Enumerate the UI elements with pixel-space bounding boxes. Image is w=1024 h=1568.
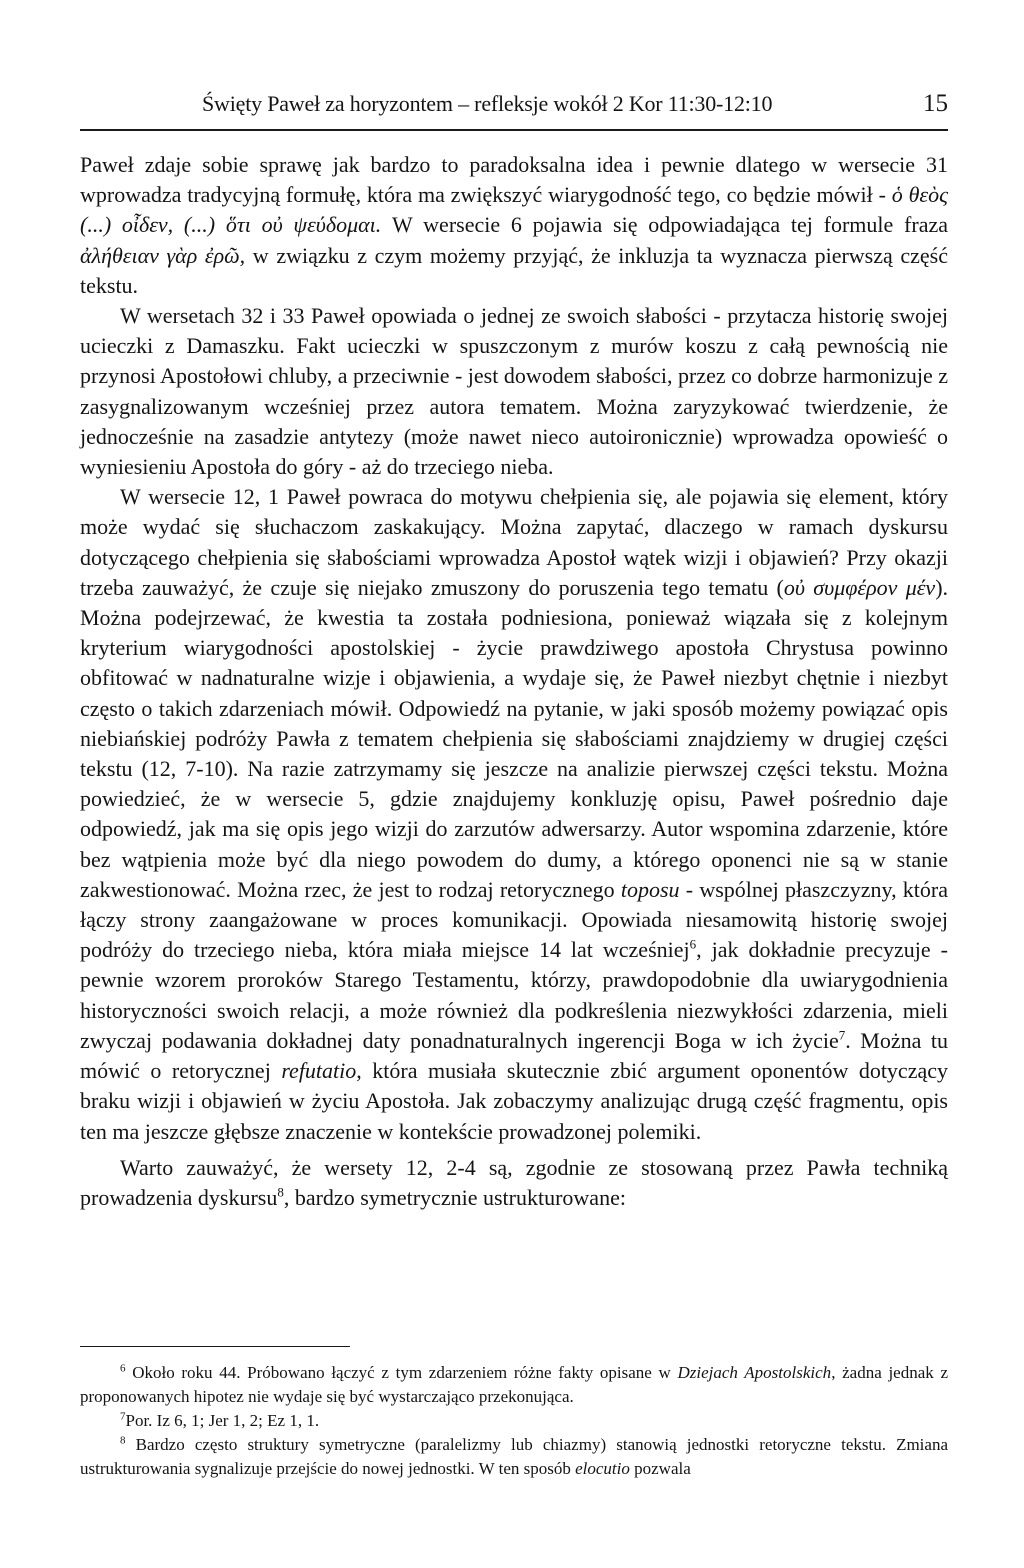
text-run: Około roku 44. Próbowano łączyć z tym zdarzeniem różne fakty opisane w	[125, 1363, 678, 1382]
text-run: - wspólnej płaszczyzny, która łączy strony zaangażowane w proces komunikacji. Opowiada niesamowitą historię swojej podróży do trzeciego nieba, która miała miejsce 14 lat wcześniej	[80, 876, 948, 963]
greek-quote: ἀλήθειαν γὰρ ἐρῶ,	[80, 242, 246, 268]
footnote-8	[80, 1433, 948, 1481]
main-text	[80, 150, 948, 1213]
paragraph-3	[80, 482, 948, 1146]
footnote-ref[interactable]: 8	[277, 1184, 284, 1200]
footnote-rule	[80, 1346, 350, 1347]
page-number: 15	[923, 90, 948, 117]
footnotes	[80, 1346, 948, 1481]
italic-term: elocutio	[575, 1459, 630, 1478]
footnote-mark: 6	[120, 1362, 126, 1375]
text-run: , która musiała skutecznie zbić argument oponentów dotyczący braku wizji i objawień w życiu Apostoła. Jak zobaczymy analizując drugą część fragmentu, opis ten ma jeszcze głębsze znaczenie w kontekście prowadzonej polemiki.	[80, 1058, 948, 1144]
footnote-ref[interactable]: 7	[838, 1027, 846, 1043]
italic-term: toposu	[620, 876, 680, 902]
text-run: . Można tu mówić o retorycznej	[80, 1027, 948, 1084]
paragraph-4	[80, 1153, 948, 1213]
text-run: , bardzo symetrycznie ustrukturowane:	[283, 1184, 626, 1210]
text-run: W wersecie 6 pojawia się odpowiadająca tej formule fraza	[381, 212, 948, 238]
text-run: Por. Iz 6, 1; Jer 1, 2; Ez 1, 1.	[125, 1411, 320, 1430]
text-run: , jak dokładnie precyzuje - pewnie wzorem proroków Starego Testamentu, którzy, prawdopodobnie dla uwiarygodnienia historyczności swoich relacji, a może również dla podkreślenia niezwykłości zdarzenia, mieli zwyczaj podawania dokładnej daty ponadnaturalnych ingerencji Boga w ich życie	[80, 937, 948, 1053]
page	[80, 0, 948, 1568]
greek-quote: οὐ συμφέρον μέν	[783, 574, 936, 600]
footnote-mark: 7	[120, 1410, 126, 1423]
running-title: Święty Paweł za horyzontem – refleksje wokół 2 Kor 11:30-12:10	[202, 91, 773, 116]
text-run: ). Można podejrzewać, że kwestia ta została podniesiona, ponieważ wiązała się z kolejnym kryterium wiarygodności apostolskiej - życie prawdziwego apostoła Chrystusa powinno obfitować w nadnaturalne wizje i objawienia, a wydaje się, że Paweł niezbyt chętnie i niezbyt często o takich zdarzeniach mówił. Odpowiedź na pytanie, w jaki sposób możemy powiązać opis niebiańskiej podróży Pawła z tematem chełpienia się słabościami znajdziemy w drugiej części tekstu (12, 7-10). Na razie zatrzymamy się jeszcze na analizie pierwszej części tekstu. Można powiedzieć, że w wersecie 5, gdzie znajdujemy konkluzję opisu, Paweł pośrednio daje odpowiedź, jak ma się opis jego wizji do zarzutów adwersarzy. Autor wspomina zdarzenie, które bez wątpienia może być dla niego powodem do dumy, a którego oponenci nie są w stanie zakwestionować. Można rzec, że jest to rodzaj retorycznego	[80, 574, 949, 902]
text-run: Warto zauważyć, że wersety 12, 2-4 są, zgodnie ze stosowaną przez Pawła techniką prowadzenia dyskursu	[80, 1154, 948, 1210]
italic-title: Dziejach Apostolskich	[677, 1363, 832, 1382]
header-rule	[80, 129, 948, 131]
text-run: , żadna jednak z proponowanych hipotez nie wydaje się być wystarczająco przekonująca.	[80, 1363, 949, 1406]
italic-term: refutatio	[281, 1058, 357, 1084]
paragraph-2: W wersetach 32 i 33 Paweł opowiada o jednej ze swoich słabości - przytacza historię swojej ucieczki z Damaszku. Fakt ucieczki w spuszczonym z murów koszu z całą pewnością nie przynosi Apostołowi chluby, a przeciwnie - jest dowodem słabości, przez co dobrze harmonizuje z zasygnalizowanym wcześniej przez autora tematem. Można zaryzykować twierdzenie, że jednocześnie na zasadzie antytezy (może nawet nieco autoironicznie) wprowadza opowieść o wyniesieniu Apostoła do góry - aż do trzeciego nieba.	[80, 303, 948, 480]
text-run: pozwala	[629, 1459, 691, 1478]
paragraph-1	[80, 150, 948, 301]
text-run: w związku z czym możemy przyjąć, że inkluzja ta wyznacza pierwszą część tekstu.	[80, 242, 949, 298]
text-run: Bardzo często struktury symetryczne (paralelizmy lub chiazmy) stanowią jednostki retoryczne tekstu. Zmiana ustrukturowania sygnalizuje przejście do nowej jednostki. W ten sposób	[80, 1435, 948, 1478]
footnote-6	[80, 1361, 948, 1409]
text-run: Paweł zdaje sobie sprawę jak bardzo to paradoksalna idea i pewnie dlatego w wersecie 31 wprowadza tradycyjną formułę, która ma zwiększyć wiarygodność tego, co będzie mówił -	[80, 152, 948, 208]
running-header	[80, 84, 948, 124]
footnote-ref[interactable]: 6	[689, 936, 697, 952]
footnote-mark: 8	[120, 1434, 126, 1447]
footnote-7	[80, 1409, 948, 1433]
greek-quote: ὁ θεὸς (...) οἶδεν, (...) ὅτι οὐ ψεύδομαι.	[80, 182, 948, 238]
text-run: W wersecie 12, 1 Paweł powraca do motywu chełpienia się, ale pojawia się element, który może wydać się słuchaczom zaskakujący. Można zapytać, dlaczego w ramach dyskursu dotyczącego chełpienia się słabościami wprowadza Apostoł wątek wizji i objawień? Przy okazji trzeba zauważyć, że czuje się niejako zmuszony do poruszenia tego tematu (	[80, 484, 948, 600]
